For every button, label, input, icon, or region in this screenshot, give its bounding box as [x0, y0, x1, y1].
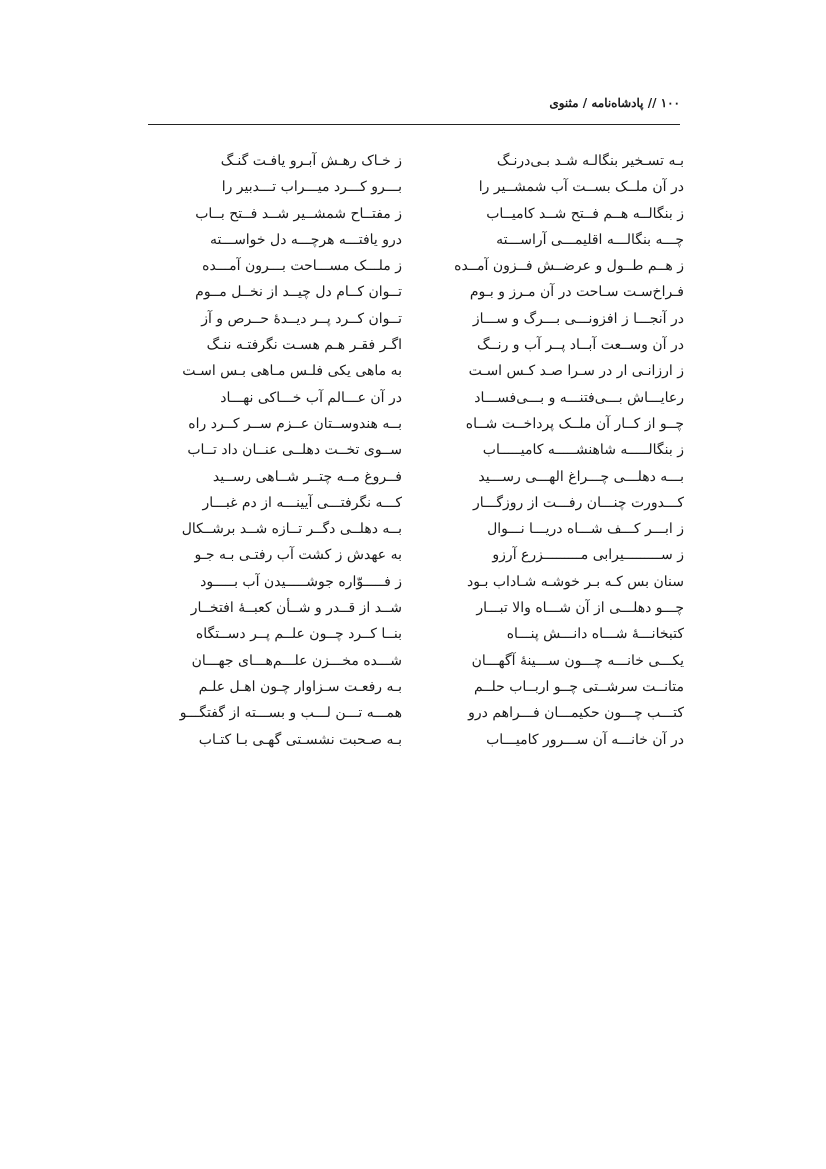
verse-second-hemistich: بـه صـحبت نشسـتی گهـی بـا کتـاب [198, 731, 402, 748]
verse-first-hemistich: بـه تسـخیر بنگالـه شـد بـی‌درنـگ [496, 153, 684, 169]
verse-first-hemistich: ز بنگالــه هــم فــتح شــد کامیــاب [486, 205, 684, 222]
verse-first-hemistich: در آنجـــا ز افزونـــی بـــرگ و ســـاز [472, 310, 684, 327]
verse-row [170, 464, 684, 490]
verse-second-hemistich: ز فـــــوّاره جوشـــــیدن آب بـــــود [200, 573, 402, 590]
verse-row [170, 490, 684, 516]
verse-second-hemistich: ز ملـــک مســـاحت بـــرون آمـــده [202, 258, 402, 275]
verse-second-hemistich: کـــه نگرفتـــی آیینـــه از دم غبـــار [202, 494, 402, 511]
verse-row [170, 306, 684, 332]
verse-row [170, 227, 684, 253]
verse-second-hemistich: بـه رفعـت سـزاوار چـون اهـل علـم [198, 678, 402, 695]
verse-second-hemistich: اگـر فقـر هـم هسـت نگرفتـه ننـگ [206, 337, 402, 354]
verse-row [170, 201, 684, 227]
verse-second-hemistich: به ماهی یکی فلـس مـاهی بـس اسـت [182, 363, 402, 380]
verse-second-hemistich: فــروغ مــه چتــر شــاهی رســید [212, 468, 402, 485]
verse-first-hemistich: ز ارزانـی ار در سـرا صـد کـس اسـت [468, 363, 684, 380]
verse-first-hemistich: رعایـــاش بـــی‌فتنـــه و بـــی‌فســـاد [474, 389, 684, 406]
running-header [148, 96, 680, 118]
verse-first-hemistich: در آن خانـــه آن ســـرور کامیـــاب [486, 731, 684, 748]
verse-row [170, 516, 684, 542]
header-rule [148, 124, 680, 125]
verse-second-hemistich: ز مفتــاح شمشــیر شــد فــتح بــاب [195, 205, 402, 222]
verse-row [170, 727, 684, 753]
verse-row [170, 174, 684, 200]
verse-row [170, 621, 684, 647]
verse-second-hemistich: بــه دهلــی دگــر تــازه شــد برشــکال [181, 521, 402, 538]
verse-row [170, 542, 684, 568]
verse-first-hemistich: بـــه دهلـــی چـــراغ الهـــی رســـید [478, 468, 684, 485]
verse-first-hemistich: ز ســـــــــیرابی مـــــــــزرع آرزو [492, 547, 684, 564]
verse-first-hemistich: یکـــی خانـــه چـــون ســـینۀ آگهـــان [471, 652, 684, 669]
verse-row [170, 332, 684, 358]
verse-first-hemistich: کتـــب چـــون حکیمـــان فـــراهم درو [468, 705, 684, 722]
verse-row [170, 253, 684, 279]
verse-first-hemistich: کتبخانـــۀ شـــاه دانـــش پنـــاه [506, 626, 684, 643]
verse-first-hemistich: فـراخ‌سـت سـاحت در آن مـرز و بـوم [469, 284, 684, 301]
verse-row [170, 674, 684, 700]
verse-first-hemistich: ز بنگالـــــه شاهنشـــــه کامیـــــاب [482, 442, 684, 459]
verse-second-hemistich: همـــه تـــن لـــب و بســـته از گفتگـــو [179, 705, 402, 722]
verse-second-hemistich: تــوان کــام دل چیــد از نخــل مــوم [195, 284, 402, 301]
verse-first-hemistich: ز ابـــر کـــف شـــاه دریـــا نـــوال [487, 521, 684, 538]
running-header-text: ۱۰۰ // پادشاه‌نامه / مثنوی [549, 96, 680, 110]
verse-second-hemistich: ز خـاک رهـش آبـرو یافـت گنـگ [220, 153, 402, 169]
verse-row [170, 411, 684, 437]
verse-second-hemistich: به عهدش ز کشت آب رفتـی بـه جـو [194, 547, 402, 564]
verse-second-hemistich: ســوی تخــت دهلــی عنــان داد تــاب [187, 442, 402, 459]
verse-second-hemistich: در آن عـــالم آب خـــاکی نهـــاد [220, 389, 402, 406]
verse-row [170, 148, 684, 174]
verse-first-hemistich: متانــت سرشــتی چــو اربــاب حلــم [473, 678, 684, 695]
verse-row [170, 595, 684, 621]
verse-second-hemistich: بــه هندوســتان عــزم ســر کــرد راه [188, 415, 402, 432]
verse-first-hemistich: چـــو دهلـــی از آن شـــاه والا تبـــار [476, 600, 684, 617]
verse-second-hemistich: تــوان کــرد پــر دیــدۀ حــرص و آز [201, 310, 402, 327]
verse-second-hemistich: بـــرو کـــرد میـــراب تـــدبیر را [221, 179, 402, 196]
verse-second-hemistich: شـــده مخـــزن علـــم‌هـــای جهـــان [191, 652, 402, 669]
poem-body [170, 148, 684, 753]
verse-second-hemistich: درو یافتـــه هرچـــه دل خواســـته [210, 231, 402, 248]
verse-row [170, 358, 684, 384]
verse-row [170, 648, 684, 674]
verse-first-hemistich: سنان بس کـه بـر خوشـه شـاداب بـود [466, 573, 684, 590]
verse-second-hemistich: شــد از قــدر و شــأن کعبــۀ افتخــار [190, 600, 402, 617]
verse-row [170, 700, 684, 726]
verse-first-hemistich: ز هــم طــول و عرضــش فــزون آمــده [454, 258, 684, 275]
verse-first-hemistich: کـــدورت چنـــان رفـــت از روزگـــار [473, 494, 684, 511]
verse-first-hemistich: چــو از کــار آن ملــک پرداخــت شــاه [465, 415, 684, 432]
verse-first-hemistich: در آن ملــک بســت آب شمشــیر را [478, 179, 684, 196]
verse-row [170, 279, 684, 305]
verse-second-hemistich: بنــا کــرد چــون علــم پــر دســتگاه [195, 626, 402, 643]
verse-first-hemistich: چـــه بنگالـــه اقلیمـــی آراســـته [496, 231, 684, 248]
verse-first-hemistich: در آن وســعت آبــاد پــر آب و رنــگ [476, 337, 684, 354]
verse-row [170, 569, 684, 595]
verse-row [170, 437, 684, 463]
verse-row [170, 385, 684, 411]
